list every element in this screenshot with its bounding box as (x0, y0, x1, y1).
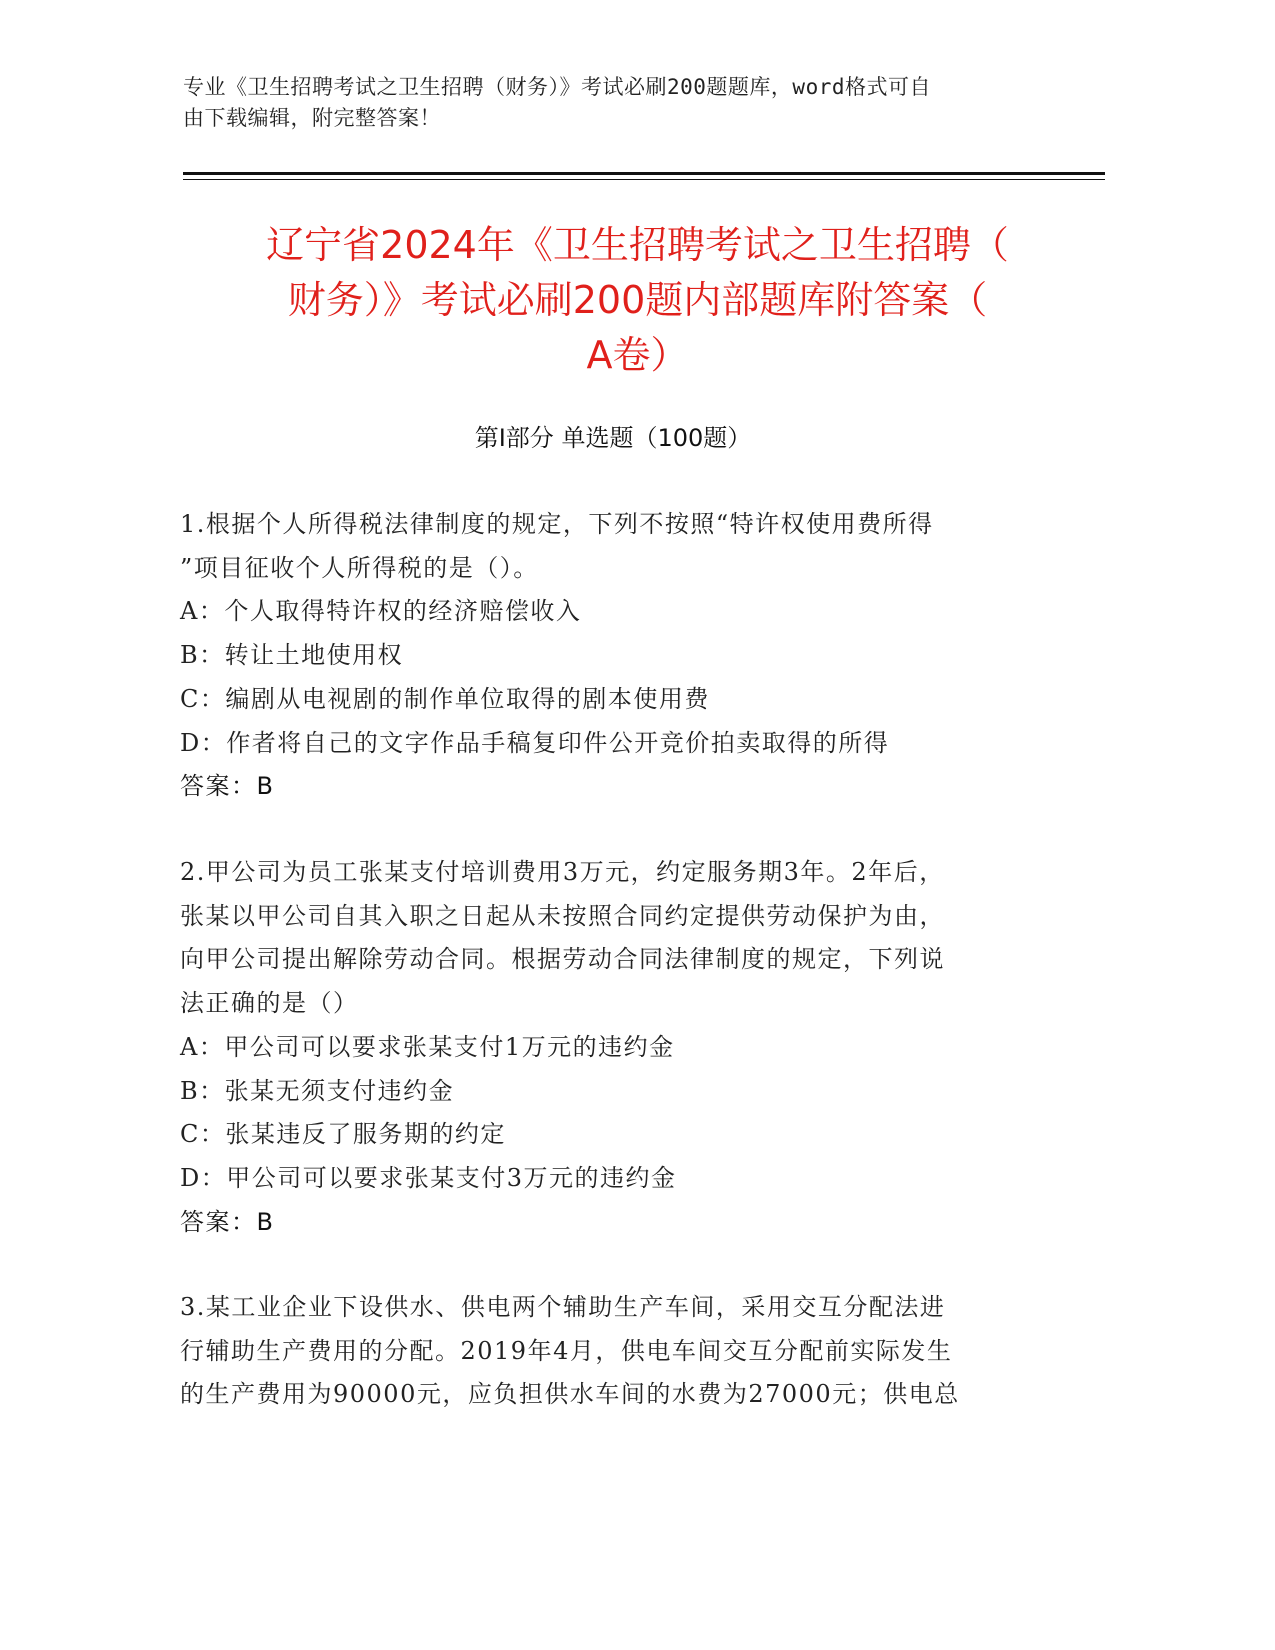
header-divider-thick (183, 172, 1105, 175)
header-note (183, 72, 1043, 134)
option-b: B：张某无须支付违约金 (180, 1076, 455, 1105)
question-stem-line: 行辅助生产费用的分配。2019年4月，供电车间交互分配前实际发生 (180, 1336, 953, 1365)
question-stem-line: 张某以甲公司自其入职之日起从未按照合同约定提供劳动保护为由， (180, 901, 945, 930)
question-stem-line: 向甲公司提出解除劳动合同。根据劳动合同法律制度的规定，下列说 (180, 945, 945, 974)
question-3 (180, 1286, 1030, 1417)
option-c: C：张某违反了服务期的约定 (180, 1120, 506, 1149)
question-2 (180, 851, 1030, 1244)
document-title-line-1: 辽宁省2024年《卫生招聘考试之卫生招聘（ (266, 223, 1009, 267)
question-stem-line: 1.根据个人所得税法律制度的规定，下列不按照“特许权使用费所得 (180, 510, 934, 538)
document-title (160, 218, 1115, 383)
option-c: C：编剧从电视剧的制作单位取得的剧本使用费 (180, 684, 710, 713)
document-title-line-2: 财务）》考试必刷200题内部题库附答案（ (287, 278, 988, 322)
answer-label: 答案：B (180, 772, 275, 801)
option-d: D：作者将自己的文字作品手稿复印件公开竞价拍卖取得的所得 (180, 728, 890, 757)
option-a: A：个人取得特许权的经济赔偿收入 (180, 597, 582, 626)
answer-label: 答案：B (180, 1207, 275, 1236)
header-note-line-2: 由下载编辑，附完整答案！ (183, 106, 441, 130)
question-stem-line: 法正确的是（） (180, 989, 359, 1018)
header-divider-thin (183, 179, 1105, 180)
document-title-line-3: A卷） (586, 333, 689, 377)
question-stem-line: ”项目征收个人所得税的是（）。 (180, 553, 539, 582)
option-d: D：甲公司可以要求张某支付3万元的违约金 (180, 1163, 677, 1192)
section-title: 第Ⅰ部分 单选题（100题） (474, 424, 752, 452)
option-b: B：转让土地使用权 (180, 641, 404, 670)
question-stem-line: 3.某工业企业下设供水、供电两个辅助生产车间，采用交互分配法进 (180, 1293, 946, 1321)
header-note-line-1: 专业《卫生招聘考试之卫生招聘（财务）》考试必刷200题题库，word格式可自 (183, 75, 931, 99)
question-1 (180, 503, 1030, 809)
option-a: A：甲公司可以要求张某支付1万元的违约金 (180, 1032, 675, 1061)
question-stem-line: 2.甲公司为员工张某支付培训费用3万元，约定服务期3年。2年后， (180, 858, 945, 886)
question-stem-line: 的生产费用为90000元，应负担供水车间的水费为27000元；供电总 (180, 1380, 960, 1409)
